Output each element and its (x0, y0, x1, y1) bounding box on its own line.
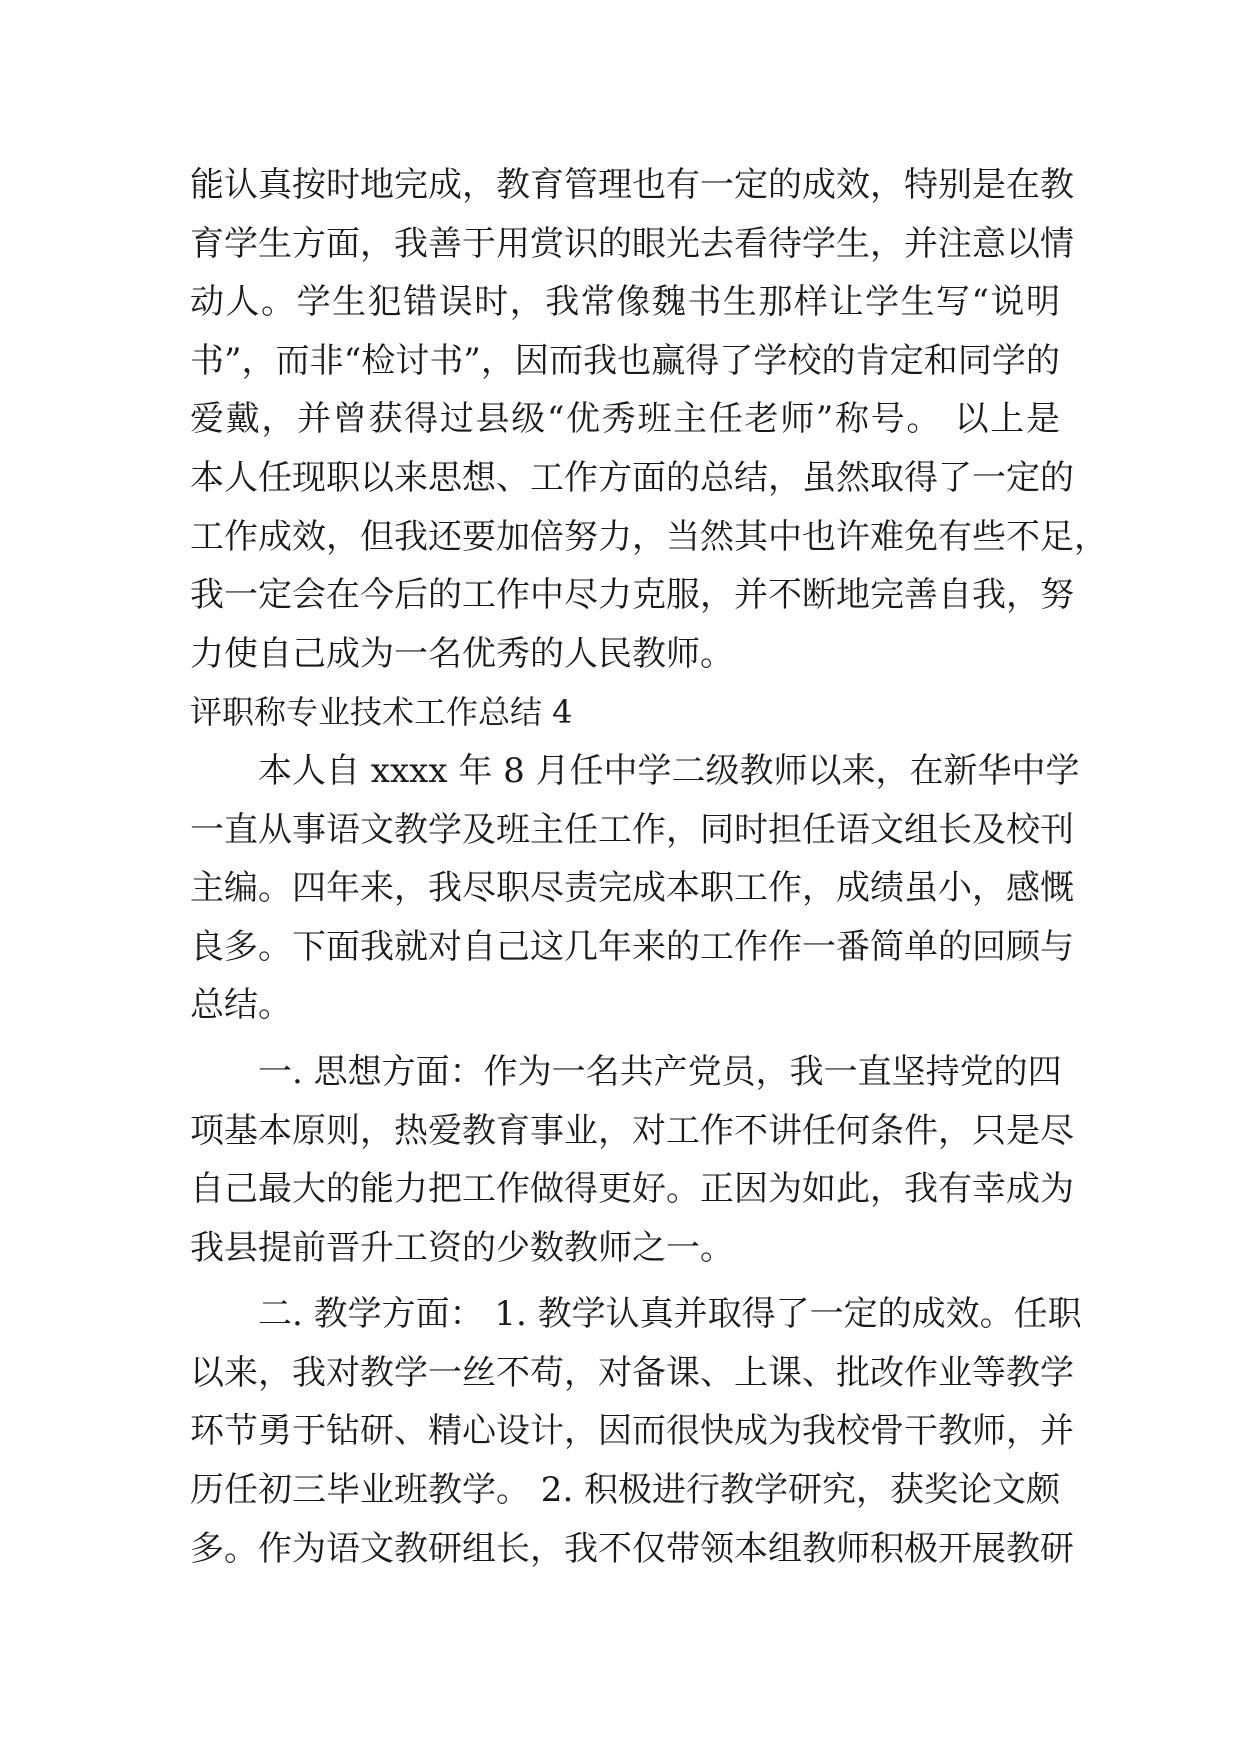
text-line: 项基本原则，热爱教育事业，对工作不讲任何条件，只是尽 (190, 1110, 1074, 1151)
section-heading: 评职称专业技术工作总结 4 (190, 693, 573, 732)
paragraph-gap (190, 1035, 1060, 1043)
text-line: 能认真按时地完成，教育管理也有一定的成效，特别是在教 (190, 165, 1074, 205)
paragraph-intro (190, 742, 1080, 1035)
text-line: 育学生方面，我善于用赏识的眼光去看待学生，并注意以情 (190, 223, 1074, 264)
text-line: 以来，我对教学一丝不苟，对备课、上课、批改作业等教学 (190, 1352, 1074, 1393)
paragraph-thought (190, 1043, 1074, 1277)
paragraph-teaching (190, 1285, 1082, 1578)
text-line: 力使自己成为一名优秀的人民教师。 (190, 633, 734, 674)
text-line: 我县提前晋升工资的少数教师之一。 (190, 1227, 734, 1268)
text-line: 我一定会在今后的工作中尽力克服，并不断地完善自我，努 (190, 575, 1074, 616)
text-line: 一直从事语文教学及班主任工作，同时担任语文组长及校刊 (190, 809, 1074, 850)
text-line: 多。作为语文教研组长，我不仅带领本组教师积极开展教研 (190, 1528, 1074, 1569)
text-line: 二. 教学方面： 1. 教学认真并取得了一定的成效。任职 (190, 1294, 1082, 1335)
text-line: 历任初三毕业班教学。 2. 积极进行教学研究，获奖论文颇 (190, 1470, 1061, 1511)
text-line: 工作成效，但我还要加倍努力，当然其中也许难免有些不足， (190, 516, 1108, 557)
text-line: 环节勇于钻研、精心设计，因而很快成为我校骨干教师，并 (190, 1411, 1074, 1452)
text-line: 良多。下面我就对自己这几年来的工作作一番简单的回顾与 (190, 926, 1074, 967)
text-line: 书”，而非“检讨书”，因而我也赢得了学校的肯定和同学的 (190, 340, 1060, 381)
text-line: 本人自 xxxx 年 8 月任中学二级教师以来，在新华中学 (190, 750, 1080, 791)
text-line: 爱戴，并曾获得过县级“优秀班主任老师”称号。 以上是 (190, 399, 1060, 440)
document-page (190, 156, 1108, 1578)
text-line: 主编。四年来，我尽职尽责完成本职工作，成绩虽小，感慨 (190, 868, 1074, 909)
paragraph-gap (190, 1277, 1060, 1285)
text-line: 一. 思想方面：作为一名共产党员，我一直坚持党的四 (190, 1051, 1062, 1092)
text-line: 本人任现职以来思想、工作方面的总结，虽然取得了一定的 (190, 457, 1074, 498)
text-line: 总结。 (190, 985, 292, 1026)
text-line: 动人。学生犯错误时，我常像魏书生那样让学生写“说明 (190, 282, 1060, 323)
text-line: 自己最大的能力把工作做得更好。正因为如此，我有幸成为 (190, 1169, 1074, 1210)
paragraph-continued (190, 156, 1108, 683)
